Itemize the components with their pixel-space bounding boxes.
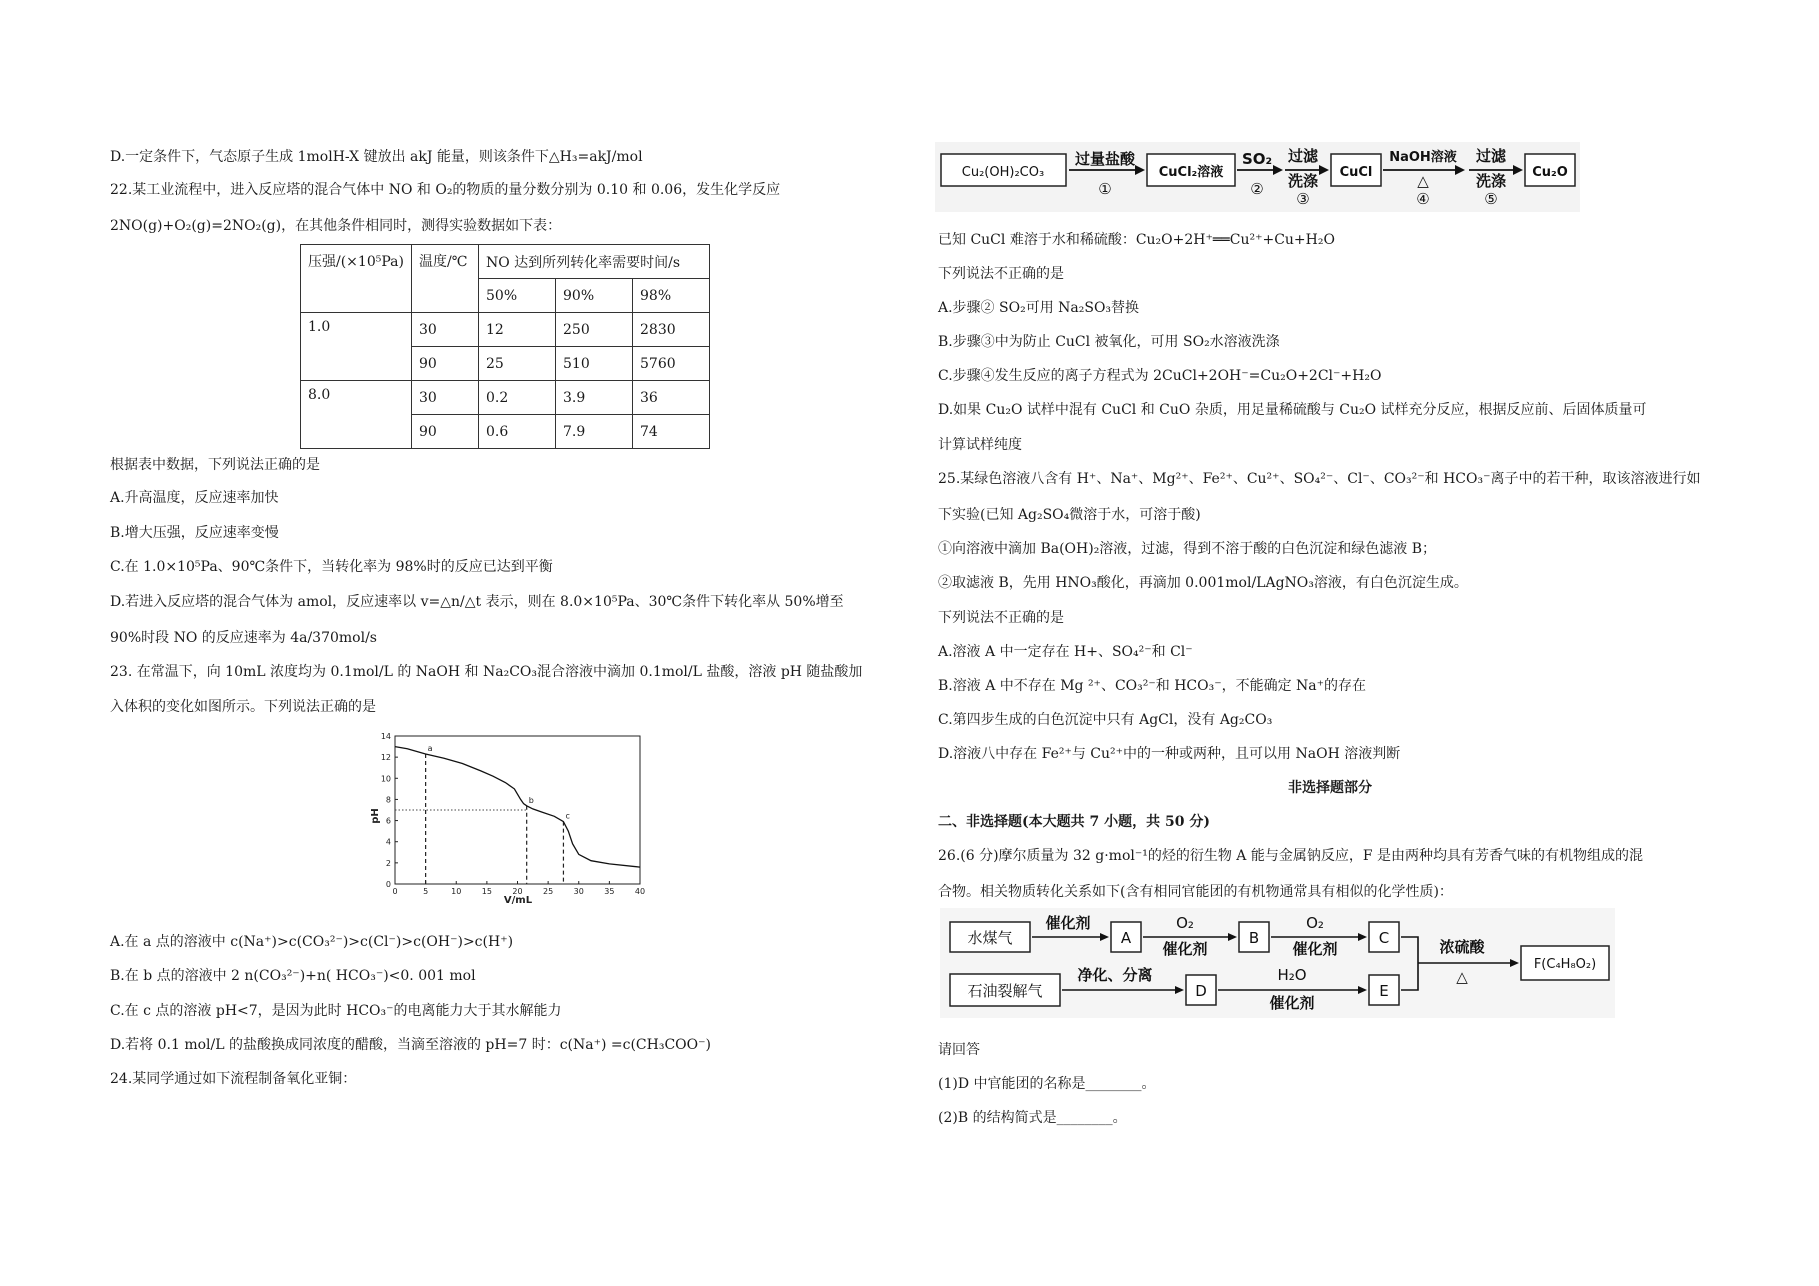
- flow-text: △: [1456, 968, 1468, 986]
- cell: 90: [412, 347, 479, 381]
- q26-stem-2: 合物。相关物质转化关系如下(含有相同官能团的有机物通常具有相似的化学性质)：: [938, 884, 1453, 900]
- q22-option-a: A.升高温度，反应速率加快: [110, 490, 279, 506]
- cell-pressure: 8.0: [301, 381, 412, 449]
- th-98: 98%: [633, 279, 710, 313]
- flow-text: 石油裂解气: [967, 982, 1043, 1000]
- flow-text: 催化剂: [1162, 940, 1208, 958]
- q23-stem-2: 入体积的变化如图所示。下列说法正确的是: [110, 699, 376, 715]
- flow-text: F(C₄H₈O₂): [1533, 957, 1597, 972]
- ph-curve: [395, 747, 640, 868]
- q25-step-1: ①向溶液中滴加 Ba(OH)₂溶液，过滤，得到不溶于酸的白色沉淀和绿色滤液 B；: [938, 541, 1437, 557]
- flow-text: O₂: [1176, 914, 1194, 932]
- y-tick-label: 4: [385, 837, 391, 847]
- q25-stem-1: 25.某绿色溶液八含有 H⁺、Na⁺、Mg²⁺、Fe²⁺、Cu²⁺、SO₄²⁻、Cl⁻、CO₃²⁻和 HCO₃⁻离子中的若干种，取该溶液进行如: [938, 471, 1701, 487]
- cell: 3.9: [556, 381, 633, 415]
- x-tick-label: 0: [392, 887, 398, 896]
- flow-text: 催化剂: [1292, 940, 1338, 958]
- q25-option-b: B.溶液 A 中不存在 Mg ²⁺、CO₃²⁻和 HCO₃⁻，不能确定 Na⁺的存在: [938, 678, 1367, 694]
- cell: 36: [633, 381, 710, 415]
- flow-text: Cu₂(OH)₂CO₃: [961, 165, 1045, 180]
- x-tick-label: 10: [451, 887, 462, 896]
- organic-conversion-flow: [940, 908, 1615, 1018]
- x-tick-label: 5: [423, 887, 429, 896]
- flow-text: B: [1248, 929, 1260, 947]
- q23-stem-1: 23. 在常温下，向 10mL 浓度均为 0.1mol/L 的 NaOH 和 Na₂CO₃混合溶液中滴加 0.1mol/L 盐酸，溶液 pH 随盐酸加: [110, 664, 863, 680]
- q24-question: 下列说法不正确的是: [938, 266, 1064, 282]
- section-heading: 二、非选择题(本大题共 7 小题，共 50 分): [938, 814, 1210, 830]
- q21-option-d: D.一定条件下，气态原子生成 1molH-X 键放出 akJ 能量，则该条件下△H₃=akJ/mol: [110, 149, 643, 165]
- flow-text: H₂O: [1277, 966, 1307, 984]
- flow-text: 过滤: [1287, 147, 1319, 165]
- flow-text: A: [1120, 929, 1132, 947]
- flow-text: 过量盐酸: [1074, 150, 1136, 168]
- cell: 5760: [633, 347, 710, 381]
- ph-titration-chart: [370, 728, 650, 906]
- cell: 12: [479, 313, 556, 347]
- cu2o-process-flow: [935, 142, 1580, 212]
- y-axis-label: pH: [370, 808, 381, 824]
- q22-question: 根据表中数据，下列说法正确的是: [110, 457, 320, 473]
- th-90: 90%: [556, 279, 633, 313]
- q25-step-2: ②取滤液 B，先用 HNO₃酸化，再滴加 0.001mol/LAgNO₃溶液，有白色沉淀生成。: [938, 575, 1468, 591]
- y-tick-label: 12: [380, 753, 391, 763]
- q23-option-a: A.在 a 点的溶液中 c(Na⁺)>c(CO₃²⁻)>c(Cl⁻)>c(OH⁻)>c(H⁺): [110, 934, 514, 950]
- flow-text: Cu₂O: [1532, 165, 1568, 180]
- x-tick-label: 40: [634, 887, 646, 896]
- q24-stem: 24.某同学通过如下流程制备氧化亚铜：: [110, 1071, 357, 1087]
- q23-option-c: C.在 c 点的溶液 pH<7，是因为此时 HCO₃⁻的电离能力大于其水解能力: [110, 1003, 562, 1019]
- th-pressure: 压强/(×10⁵Pa): [301, 245, 412, 313]
- rate-data-table: [300, 244, 710, 449]
- flow-text: SO₂: [1241, 150, 1273, 168]
- q25-option-d: D.溶液八中存在 Fe²⁺与 Cu²⁺中的一种或两种，且可以用 NaOH 溶液判断: [938, 746, 1401, 762]
- cell: 90: [412, 415, 479, 449]
- x-tick-label: 35: [604, 887, 615, 896]
- y-tick-label: 2: [385, 858, 391, 868]
- cell: 0.2: [479, 381, 556, 415]
- flow-text: △: [1417, 172, 1429, 190]
- q26-stem-1: 26.(6 分)摩尔质量为 32 g·mol⁻¹的烃的衍生物 A 能与金属钠反应，F 是由两种均具有芳香气味的有机物组成的混: [938, 848, 1644, 864]
- cell: 74: [633, 415, 710, 449]
- y-tick-label: 0: [385, 880, 391, 889]
- x-tick-label: 15: [481, 887, 492, 896]
- flow-text: 催化剂: [1269, 994, 1315, 1012]
- x-tick-label: 30: [573, 887, 584, 896]
- flow-text: ①: [1098, 180, 1112, 198]
- y-tick-label: 14: [380, 732, 391, 741]
- point-label-b: b: [528, 795, 534, 805]
- flow-text: O₂: [1306, 914, 1324, 932]
- cell: 250: [556, 313, 633, 347]
- q24-option-d-1: D.如果 Cu₂O 试样中混有 CuCl 和 CuO 杂质，用足量稀硫酸与 Cu₂O 试样充分反应，根据反应前、后固体质量可: [938, 402, 1647, 418]
- flow-text: CuCl: [1339, 165, 1373, 180]
- cell: 2830: [633, 313, 710, 347]
- y-tick-label: 8: [385, 795, 391, 805]
- q25-option-c: C.第四步生成的白色沉淀中只有 AgCl，没有 Ag₂CO₃: [938, 712, 1273, 728]
- q22-option-b: B.增大压强，反应速率变慢: [110, 525, 279, 541]
- q25-option-a: A.溶液 A 中一定存在 H+、SO₄²⁻和 Cl⁻: [938, 644, 1193, 660]
- flow-text: 催化剂: [1045, 914, 1091, 932]
- point-label-a: a: [427, 743, 433, 753]
- q24-option-d-2: 计算试样纯度: [938, 437, 1022, 453]
- section-title: 非选择题部分: [1288, 780, 1372, 796]
- q22-stem-2: 2NO(g)+O₂(g)=2NO₂(g)，在其他条件相同时，测得实验数据如下表：: [110, 218, 562, 234]
- th-50: 50%: [479, 279, 556, 313]
- q22-stem-1: 22.某工业流程中，进入反应塔的混合气体中 NO 和 O₂的物质的量分数分别为 0.10 和 0.06，发生化学反应: [110, 182, 781, 198]
- q22-option-c: C.在 1.0×10⁵Pa、90℃条件下，当转化率为 98%时的反应已达到平衡: [110, 559, 553, 575]
- flow-text: 洗涤: [1287, 172, 1319, 190]
- q23-option-b: B.在 b 点的溶液中 2 n(CO₃²⁻)+n( HCO₃⁻)<0. 001 mol: [110, 968, 476, 984]
- q24-option-b: B.步骤③中为防止 CuCl 被氧化，可用 SO₂水溶液洗涤: [938, 334, 1280, 350]
- q24-option-a: A.步骤② SO₂可用 Na₂SO₃替换: [938, 300, 1140, 316]
- point-label-c: c: [565, 811, 570, 821]
- table-row: [301, 381, 710, 415]
- flow-text: CuCl₂溶液: [1158, 165, 1224, 180]
- cell: 0.6: [479, 415, 556, 449]
- known-condition: 已知 CuCl 难溶于水和稀硫酸：Cu₂O+2H⁺══Cu²⁺+Cu+H₂O: [938, 232, 1335, 248]
- cell: 7.9: [556, 415, 633, 449]
- table-row: [301, 313, 710, 347]
- flow-text: 净化、分离: [1077, 966, 1153, 984]
- cell: 510: [556, 347, 633, 381]
- cell: 30: [412, 313, 479, 347]
- y-tick-label: 6: [385, 816, 391, 826]
- flow-text: ③: [1296, 190, 1310, 208]
- flow-text: ②: [1250, 180, 1264, 198]
- cell-pressure: 1.0: [301, 313, 412, 381]
- q25-stem-2: 下实验(已知 Ag₂SO₄微溶于水，可溶于酸): [938, 507, 1201, 523]
- flow-text: D: [1195, 982, 1207, 1000]
- flow-text: 浓硫酸: [1439, 938, 1485, 956]
- th-time: NO 达到所列转化率需要时间/s: [479, 245, 710, 279]
- q24-option-c: C.步骤④发生反应的离子方程式为 2CuCl+2OH⁻=Cu₂O+2Cl⁻+H₂O: [938, 368, 1382, 384]
- q26-part-1: (1)D 中官能团的名称是________。: [938, 1076, 1156, 1092]
- cell: 25: [479, 347, 556, 381]
- q22-option-d-1: D.若进入反应塔的混合气体为 amol，反应速率以 v=△n/△t 表示，则在 8.0×10⁵Pa、30℃条件下转化率从 50%增至: [110, 594, 844, 610]
- q23-option-d: D.若将 0.1 mol/L 的盐酸换成同浓度的醋酸，当滴至溶液的 pH=7 时：c(Na⁺) =c(CH₃COO⁻): [110, 1037, 711, 1053]
- x-tick-label: 20: [512, 887, 523, 896]
- flow-text: NaOH溶液: [1389, 150, 1457, 165]
- q26-part-2: (2)B 的结构简式是________。: [938, 1110, 1127, 1126]
- y-tick-label: 10: [380, 774, 391, 784]
- flow-text: C: [1378, 929, 1390, 947]
- x-axis-label: V/mL: [503, 895, 533, 906]
- q25-question: 下列说法不正确的是: [938, 610, 1064, 626]
- answer-prompt: 请回答: [938, 1042, 980, 1058]
- th-temperature: 温度/℃: [412, 245, 479, 313]
- flow-text: ④: [1416, 190, 1430, 208]
- flow-text: E: [1379, 982, 1389, 1000]
- flow-text: ⑤: [1484, 190, 1498, 208]
- cell: 30: [412, 381, 479, 415]
- flow-text: 过滤: [1475, 147, 1507, 165]
- flow-text: 洗涤: [1475, 172, 1507, 190]
- q22-option-d-2: 90%时段 NO 的反应速率为 4a/370mol/s: [110, 630, 377, 646]
- flow-text: 水煤气: [967, 929, 1013, 947]
- x-tick-label: 25: [543, 887, 554, 896]
